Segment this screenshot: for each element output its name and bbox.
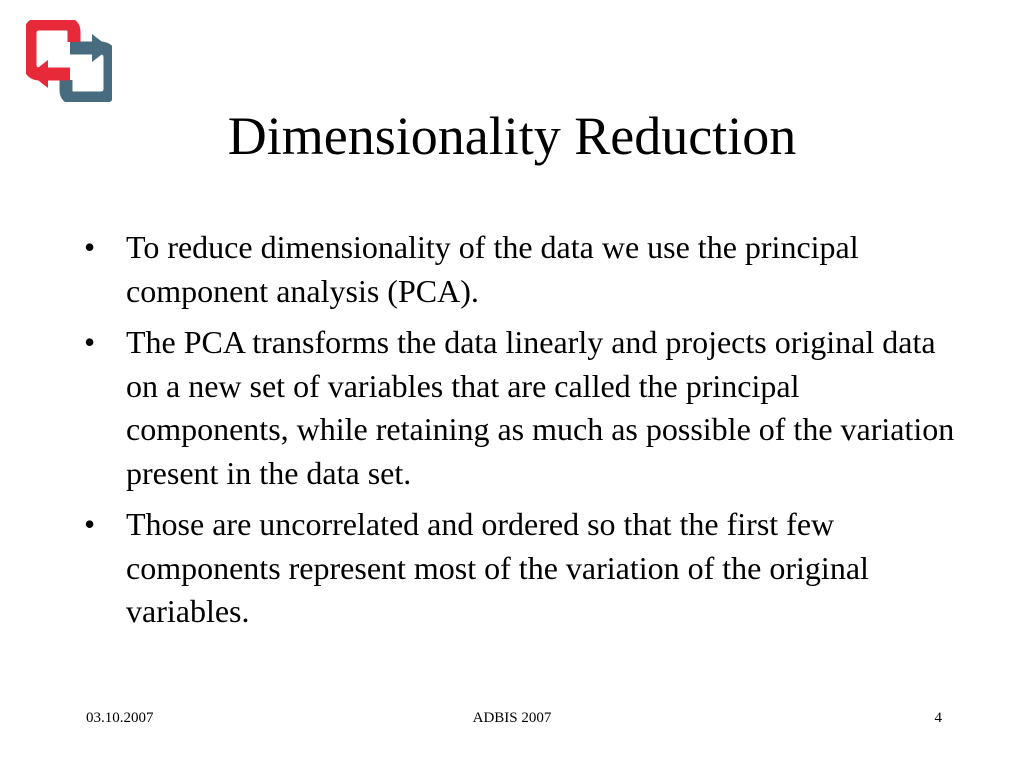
logo-icon [26,20,112,102]
bullet-item [82,321,962,495]
slide-title: Dimensionality Reduction [227,106,797,166]
footer-date: 03.10.2007 [86,710,154,726]
bullet-text: The PCA transforms the data linearly and projects original data on a new set of variables that are called the principal components, while retaining as much as possible of the variation present in the data set. [126,324,955,491]
bullet-item [82,226,962,313]
bullet-list [82,226,962,642]
bullet-symbol: • [84,506,96,542]
page-number: 4 [934,710,942,726]
footer-conference: ADBIS 2007 [472,710,552,726]
bullet-symbol: • [84,324,96,360]
bullet-text: Those are uncorrelated and ordered so that the first few components represent most of the variation of the original variables. [126,506,869,629]
bullet-text: To reduce dimensionality of the data we use the principal component analysis (PCA). [126,229,859,309]
bullet-item [82,503,962,634]
bullet-symbol: • [84,229,96,265]
